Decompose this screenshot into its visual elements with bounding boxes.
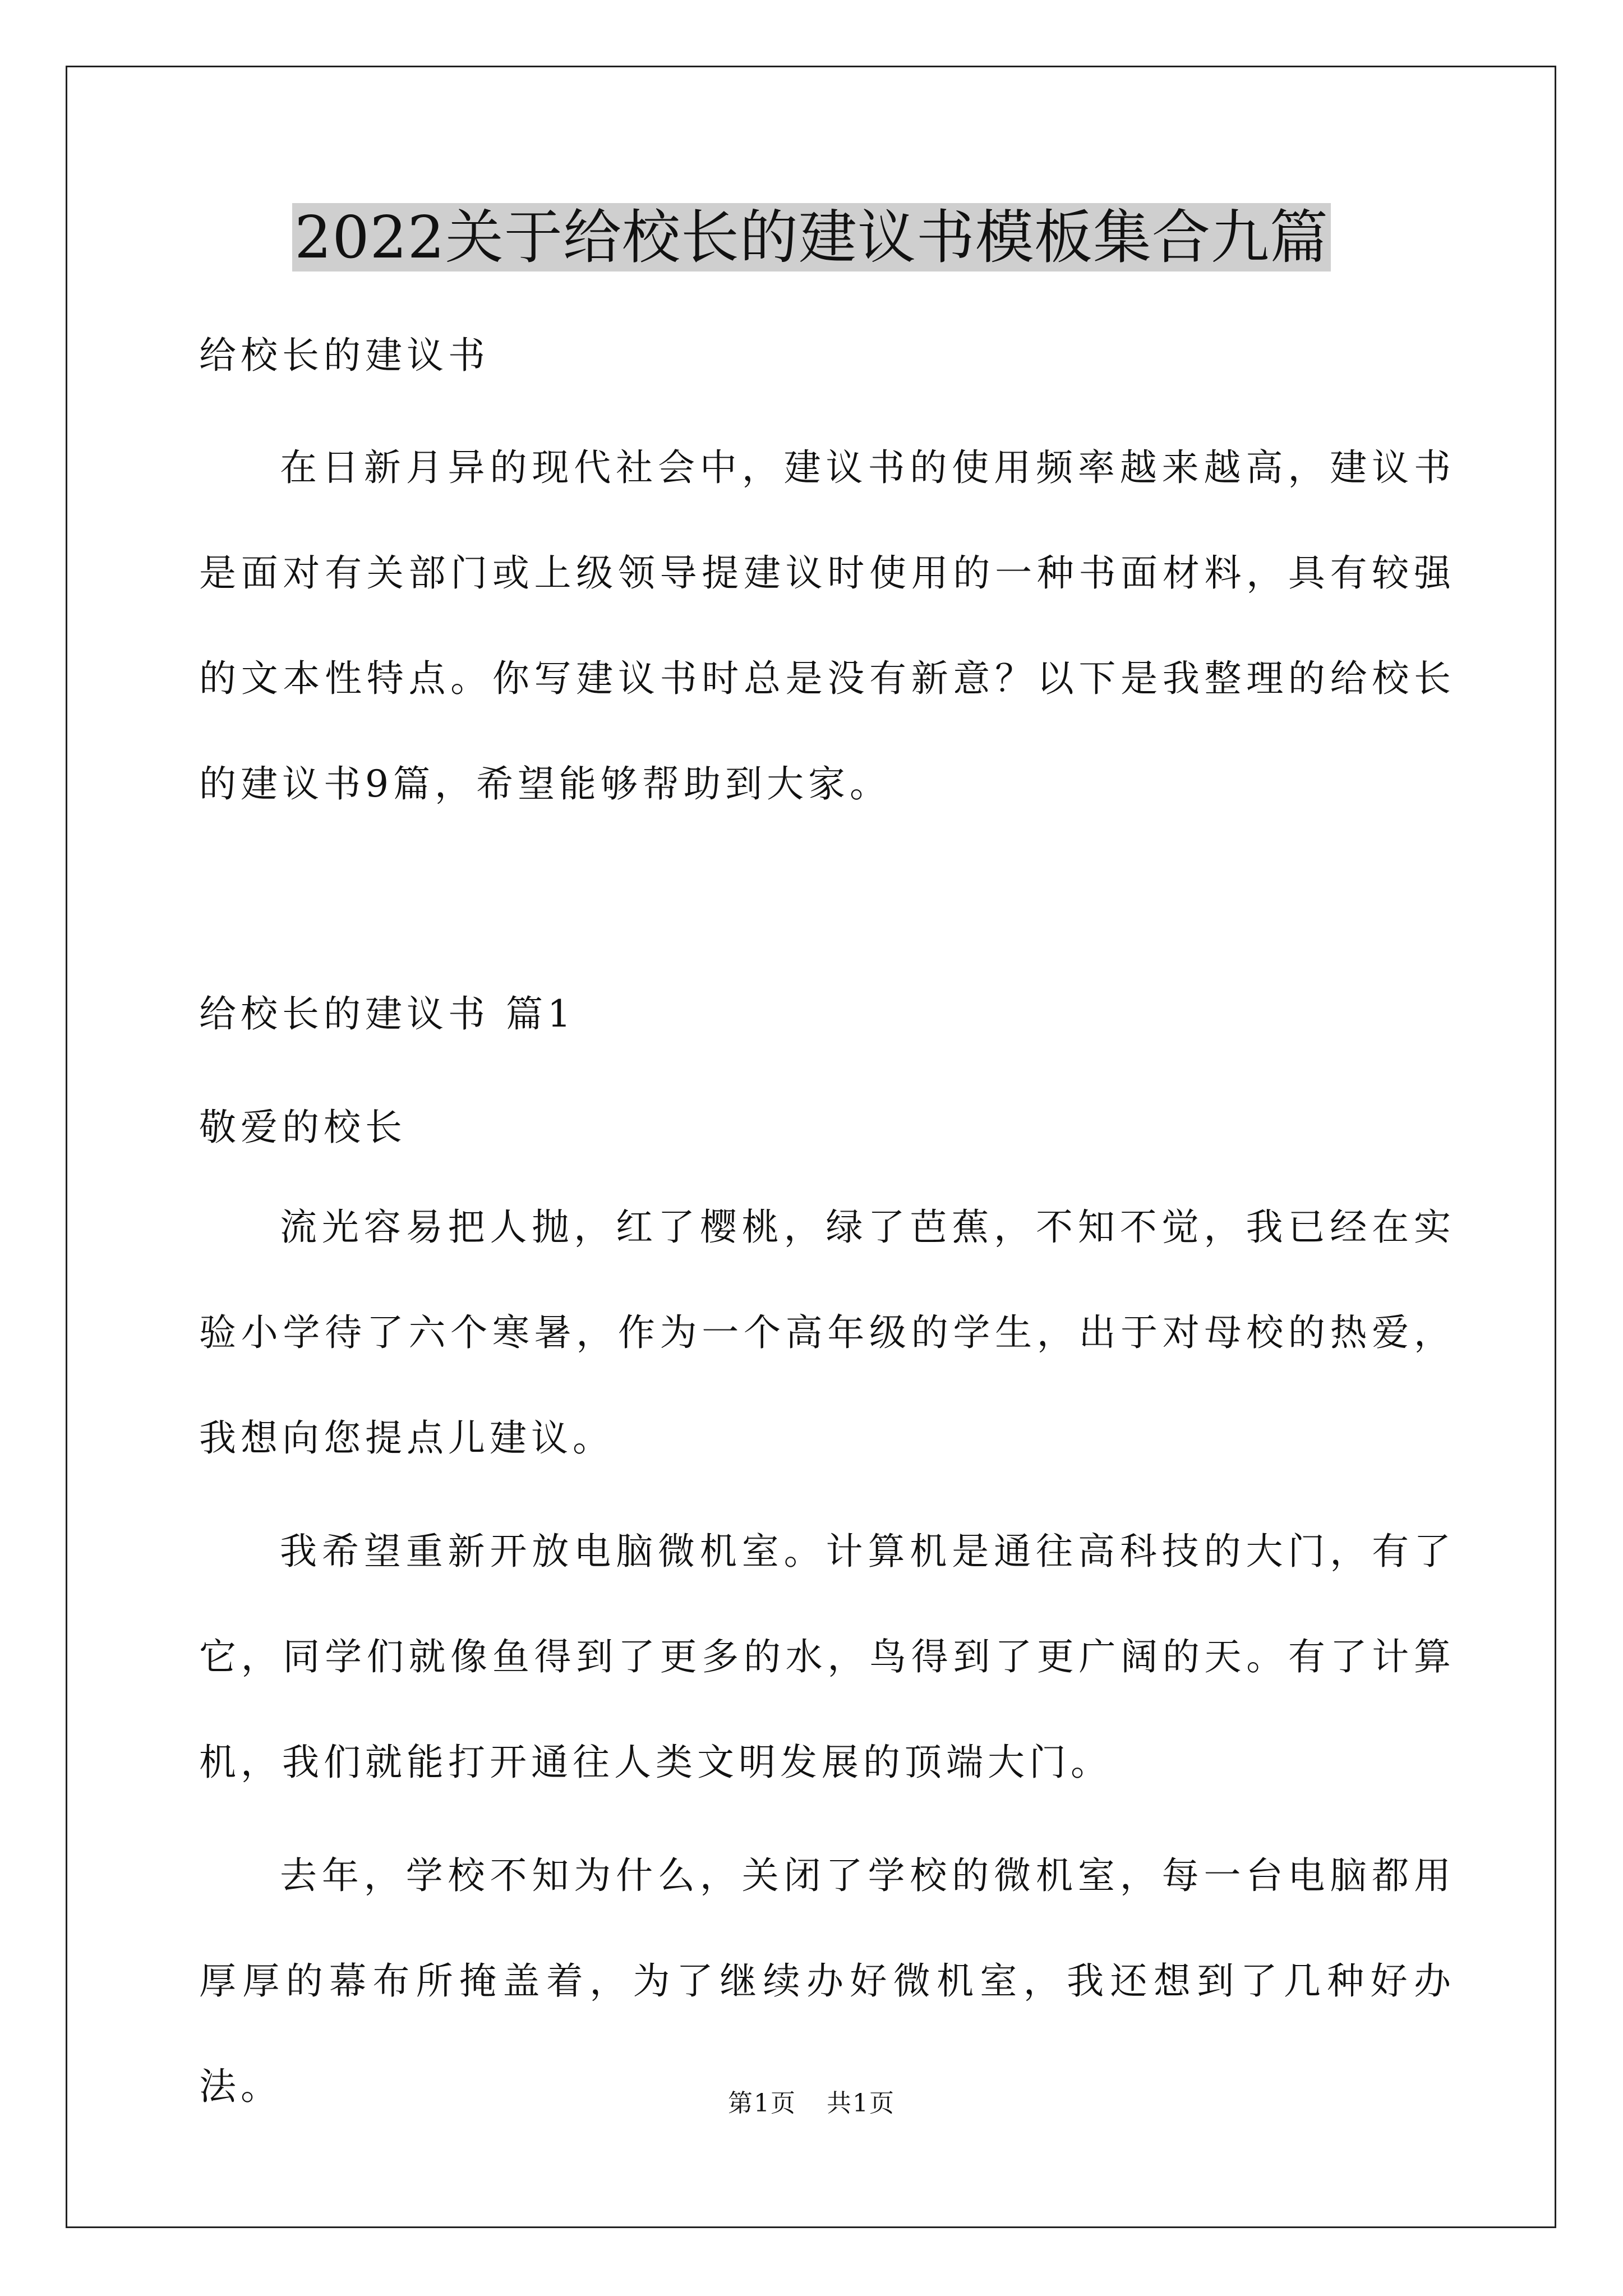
salutation: 敬爱的校长 <box>199 1106 407 1149</box>
document-title-text: 2022关于给校长的建议书模板集合九篇 <box>292 203 1331 272</box>
page-number: 第1页 <box>728 2089 796 2118</box>
page-footer <box>0 2087 1623 2120</box>
document-title <box>0 201 1623 274</box>
letter-paragraph-3: 去年，学校不知为什么，关闭了学校的微机室，每一台电脑都用厚厚的幕布所掩盖着，为了继续办好微机室，我还想到了几种好办法。 <box>199 1854 1455 2108</box>
section-heading: 给校长的建议书 <box>199 334 490 377</box>
intro-section <box>199 415 1455 837</box>
article-heading: 给校长的建议书 篇1 <box>199 992 575 1036</box>
page-total: 共1页 <box>827 2089 895 2118</box>
letter-body <box>199 1175 1455 2139</box>
letter-paragraph-1: 流光容易把人抛，红了樱桃，绿了芭蕉，不知不觉，我已经在实验小学待了六个寒暑，作为一个高年级的学生，出于对母校的热爱，我想向您提点儿建议。 <box>199 1205 1455 1460</box>
intro-paragraph: 在日新月异的现代社会中，建议书的使用频率越来越高，建议书是面对有关部门或上级领导提建议时使用的一种书面材料，具有较强的文本性特点。你写建议书时总是没有新意？以下是我整理的给校长的建议书9篇，希望能够帮助到大家。 <box>199 446 1455 806</box>
letter-paragraph-2: 我希望重新开放电脑微机室。计算机是通往高科技的大门，有了它，同学们就像鱼得到了更多的水，鸟得到了更广阔的天。有了计算机，我们就能打开通往人类文明发展的顶端大门。 <box>199 1530 1455 1784</box>
